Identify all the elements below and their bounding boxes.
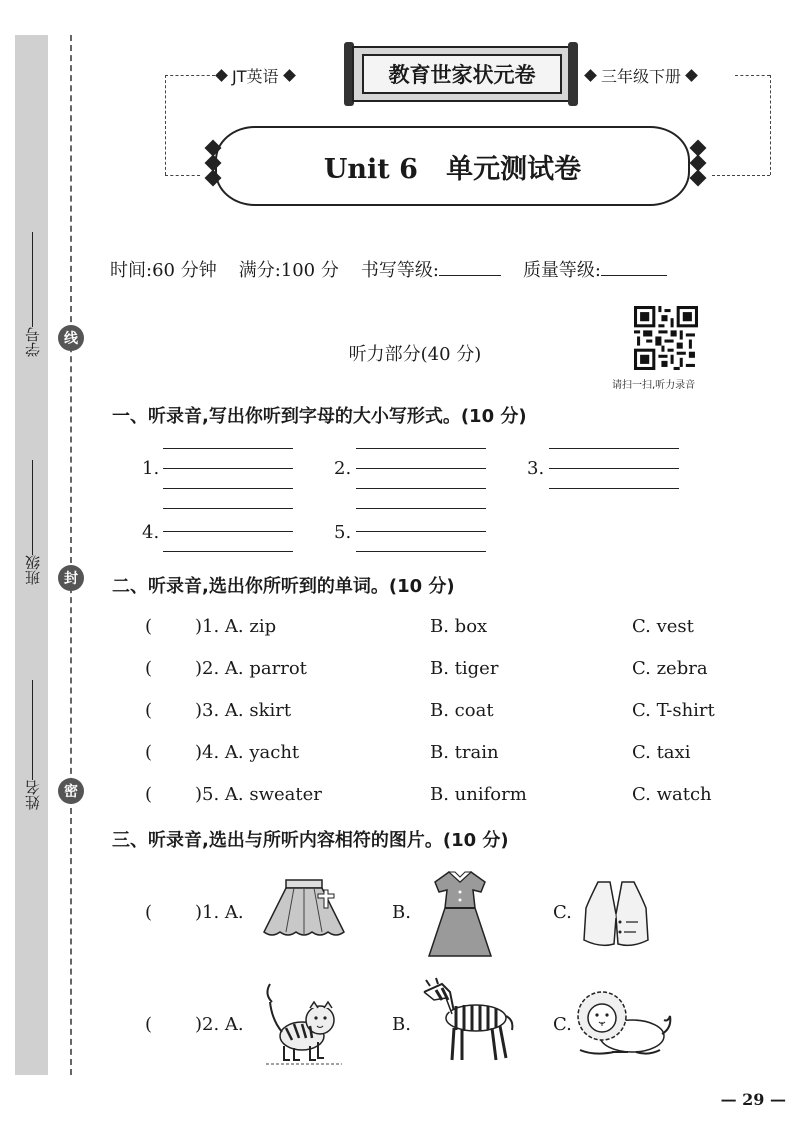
- scroll-rod-right-icon: [568, 42, 578, 106]
- writing-grade-label: 书写等级:: [360, 260, 439, 281]
- skirt-icon[interactable]: [258, 878, 350, 940]
- unit-title: Unit 6 单元测试卷: [323, 153, 582, 185]
- option-c-label: C.: [553, 902, 572, 923]
- part2-question-row: [140, 700, 740, 730]
- option-c: C. zebra: [632, 658, 708, 679]
- vest-icon[interactable]: [576, 878, 656, 950]
- option-a-label: )1. A.: [195, 902, 244, 923]
- seal-seal-mark: 封: [58, 565, 84, 591]
- answer-paren[interactable]: (: [145, 784, 153, 805]
- part1-answer-lines[interactable]: [356, 448, 486, 509]
- option-a: )4. A. yacht: [195, 742, 300, 763]
- option-c: C. T-shirt: [632, 700, 715, 721]
- option-b-label: B.: [392, 902, 411, 923]
- option-b: B. tiger: [430, 658, 499, 679]
- option-c: C. taxi: [632, 742, 691, 763]
- header-dash-right-vertical: [770, 75, 771, 175]
- option-a: )3. A. skirt: [195, 700, 292, 721]
- header-dash-right: [735, 75, 770, 76]
- option-c: C. vest: [632, 616, 694, 637]
- option-c-label: C.: [553, 1014, 572, 1035]
- part1-answer-lines[interactable]: [549, 448, 679, 489]
- header-scroll: [352, 46, 572, 102]
- grade-label: 三年级下册: [601, 67, 682, 86]
- answer-paren[interactable]: (: [145, 658, 153, 679]
- option-b-label: B.: [392, 1014, 411, 1035]
- qr-code-icon[interactable]: [634, 306, 698, 370]
- part3-question-row: [140, 860, 740, 960]
- series-name: JT英语: [232, 67, 279, 86]
- part2-question-row: [140, 658, 740, 688]
- class-blank[interactable]: [32, 460, 33, 555]
- name-label: 姓名: [23, 780, 42, 810]
- seal-secret-mark: 密: [58, 778, 84, 804]
- diamond-icon: [283, 69, 296, 82]
- diamond-icon: [215, 69, 228, 82]
- diamond-icon: [584, 69, 597, 82]
- class-field[interactable]: [18, 460, 46, 585]
- answer-paren[interactable]: (: [145, 902, 153, 923]
- writing-grade-blank[interactable]: [439, 259, 501, 276]
- answer-paren[interactable]: (: [145, 1014, 153, 1035]
- header-right-label: [586, 64, 696, 87]
- part1-item-number: 5.: [334, 522, 352, 543]
- part2-question-row: [140, 784, 740, 814]
- student-no-blank[interactable]: [32, 232, 33, 327]
- part2-question-row: [140, 742, 740, 772]
- answer-paren[interactable]: (: [145, 742, 153, 763]
- banner-diamonds-right-icon: [692, 142, 704, 184]
- header-dash-left: [165, 75, 215, 76]
- exam-time: 时间:60 分钟: [110, 260, 217, 281]
- qr-caption: 请扫一扫,听力录音: [612, 380, 696, 391]
- part1-answer-lines[interactable]: [163, 448, 293, 509]
- option-b: B. uniform: [430, 784, 527, 805]
- part1-item-number: 4.: [142, 522, 160, 543]
- zebra-icon[interactable]: [420, 978, 516, 1064]
- exam-full-score: 满分:100 分: [238, 260, 339, 281]
- dress-icon[interactable]: [425, 868, 495, 960]
- option-c: C. watch: [632, 784, 712, 805]
- seal-line-mark: 线: [58, 325, 84, 351]
- part1-answer-lines[interactable]: [356, 531, 486, 552]
- part3-title: 三、听录音,选出与所听内容相符的图片。(10 分): [112, 830, 509, 851]
- student-no-field[interactable]: [18, 232, 46, 357]
- part1-item-number: 3.: [527, 458, 545, 479]
- part3-question-row: [140, 972, 740, 1072]
- exam-info-row: [110, 256, 740, 282]
- book-title: 教育世家状元卷: [362, 54, 562, 94]
- option-b: B. train: [430, 742, 499, 763]
- listening-section-heading: 听力部分(40 分): [348, 344, 482, 365]
- option-a-label: )2. A.: [195, 1014, 244, 1035]
- option-b: B. box: [430, 616, 488, 637]
- header-dash-left-bottom: [165, 175, 200, 176]
- part2-title: 二、听录音,选出你所听到的单词。(10 分): [112, 576, 455, 597]
- diamond-icon: [685, 69, 698, 82]
- student-no-label: 学号: [23, 327, 42, 357]
- header-dash-right-bottom: [712, 175, 770, 176]
- part1-item-number: 2.: [334, 458, 352, 479]
- option-a: )5. A. sweater: [195, 784, 322, 805]
- header-dash-left-vertical: [165, 75, 166, 175]
- header-left-label: [217, 64, 294, 87]
- answer-paren[interactable]: (: [145, 700, 153, 721]
- option-a: )1. A. zip: [195, 616, 277, 637]
- name-blank[interactable]: [32, 680, 33, 780]
- page-number: — 29 —: [720, 1090, 786, 1109]
- option-b: B. coat: [430, 700, 494, 721]
- option-a: )2. A. parrot: [195, 658, 307, 679]
- quality-grade-label: 质量等级:: [522, 260, 602, 281]
- name-field[interactable]: [18, 680, 46, 810]
- lion-icon[interactable]: [572, 986, 672, 1062]
- quality-grade-blank[interactable]: [601, 259, 667, 276]
- answer-paren[interactable]: (: [145, 616, 153, 637]
- tiger-icon[interactable]: [262, 980, 346, 1068]
- part1-item-number: 1.: [142, 458, 160, 479]
- part1-title: 一、听录音,写出你听到字母的大小写形式。(10 分): [112, 406, 527, 427]
- part1-answer-lines[interactable]: [163, 531, 293, 552]
- cut-line: [70, 35, 72, 1075]
- part2-question-row: [140, 616, 740, 646]
- class-label: 班级: [23, 555, 42, 585]
